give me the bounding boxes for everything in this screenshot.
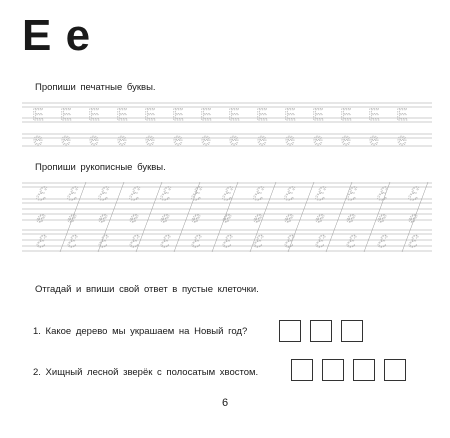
hand-upper-trace-letter: ℰ xyxy=(65,184,77,204)
hand-lower-trace-letter: ℯ xyxy=(128,209,138,225)
hand-mixed-trace-letter: ℰ xyxy=(314,234,324,251)
print-lower-trace-letter: е xyxy=(369,130,379,149)
hand-mixed-trace-letter: ℰ xyxy=(66,234,76,251)
hand-mixed-trace-letter: ℰ xyxy=(128,234,138,251)
answer-box-2-4[interactable] xyxy=(384,359,406,381)
print-lower-trace-letter: е xyxy=(285,130,295,149)
letter-heading: Е е xyxy=(22,11,92,60)
print-upper-trace-letter: Е xyxy=(396,105,408,124)
hand-lower-trace-letter: ℯ xyxy=(97,209,107,225)
print-upper-trace-letter: Е xyxy=(284,105,296,124)
print-lower-trace-letter: е xyxy=(229,130,239,149)
print-lower-trace-letter: е xyxy=(145,130,155,149)
print-upper-trace-letter: Е xyxy=(32,105,44,124)
question-2: 2. Хищный лесной зверёк с полосатым хвостом. xyxy=(33,367,259,378)
hand-lower-trace-letter: ℯ xyxy=(376,209,386,225)
hand-lower-trace-letter: ℯ xyxy=(407,209,417,225)
hand-upper-trace-letter: ℰ xyxy=(127,184,139,204)
hand-upper-trace-letter: ℰ xyxy=(375,184,387,204)
hand-upper-trace-letter: ℰ xyxy=(189,184,201,204)
print-lower-trace-letter: е xyxy=(117,130,127,149)
print-upper-trace-letter: Е xyxy=(172,105,184,124)
hand-lower-trace-letter: ℯ xyxy=(283,209,293,225)
hand-upper-trace-letter: ℰ xyxy=(313,184,325,204)
hand-upper-trace-letter: ℰ xyxy=(282,184,294,204)
print-lower-trace-letter: е xyxy=(89,130,99,149)
hand-upper-trace-letter: ℰ xyxy=(158,184,170,204)
print-upper-trace-letter: Е xyxy=(368,105,380,124)
hand-mixed-trace-letter: ℰ xyxy=(283,234,293,251)
riddle-instruction: Отгадай и впиши свой ответ в пустые клеточки. xyxy=(35,284,259,295)
print-upper-trace-letter: Е xyxy=(116,105,128,124)
hand-upper-trace-letter: ℰ xyxy=(96,184,108,204)
print-upper-trace-letter: Е xyxy=(60,105,72,124)
print-upper-trace-letter: Е xyxy=(200,105,212,124)
hand-lower-trace-letter: ℯ xyxy=(159,209,169,225)
hand-upper-trace-letter: ℰ xyxy=(220,184,232,204)
answer-box-1-3[interactable] xyxy=(341,320,363,342)
hand-upper-trace-letter: ℰ xyxy=(406,184,418,204)
hand-lower-trace-letter: ℯ xyxy=(66,209,76,225)
answer-box-2-2[interactable] xyxy=(322,359,344,381)
hand-upper-trace-letter: ℰ xyxy=(344,184,356,204)
hand-mixed-trace-letter: ℰ xyxy=(35,234,45,251)
hand-mixed-trace-letter: ℰ xyxy=(376,234,386,251)
answer-box-1-1[interactable] xyxy=(279,320,301,342)
hand-lower-trace-letter: ℯ xyxy=(314,209,324,225)
print-upper-trace-letter: Е xyxy=(256,105,268,124)
hand-lower-trace-letter: ℯ xyxy=(35,209,45,225)
hand-lower-trace-letter: ℯ xyxy=(190,209,200,225)
handwritten-letters-instruction: Пропиши рукописные буквы. xyxy=(35,162,166,173)
hand-mixed-trace-letter: ℰ xyxy=(159,234,169,251)
hand-mixed-trace-letter: ℰ xyxy=(252,234,262,251)
print-upper-trace-letter: Е xyxy=(340,105,352,124)
print-upper-trace-letter: Е xyxy=(228,105,240,124)
answer-box-2-3[interactable] xyxy=(353,359,375,381)
print-lower-trace-letter: е xyxy=(61,130,71,149)
question-1: 1. Какое дерево мы украшаем на Новый год? xyxy=(33,326,248,337)
print-lower-trace-letter: е xyxy=(173,130,183,149)
hand-mixed-trace-letter: ℰ xyxy=(97,234,107,251)
print-upper-trace-letter: Е xyxy=(312,105,324,124)
hand-mixed-trace-letter: ℰ xyxy=(345,234,355,251)
hand-lower-trace-letter: ℯ xyxy=(252,209,262,225)
hand-upper-trace-letter: ℰ xyxy=(251,184,263,204)
print-upper-trace-letter: Е xyxy=(88,105,100,124)
print-lower-trace-letter: е xyxy=(397,130,407,149)
answer-box-2-1[interactable] xyxy=(291,359,313,381)
print-lower-trace-letter: е xyxy=(257,130,267,149)
hand-upper-trace-letter: ℰ xyxy=(34,184,46,204)
print-lower-trace-letter: е xyxy=(201,130,211,149)
hand-mixed-trace-letter: ℰ xyxy=(407,234,417,251)
answer-box-1-2[interactable] xyxy=(310,320,332,342)
hand-mixed-trace-letter: ℰ xyxy=(190,234,200,251)
hand-mixed-trace-letter: ℰ xyxy=(221,234,231,251)
print-lower-trace-letter: е xyxy=(33,130,43,149)
print-letters-instruction: Пропиши печатные буквы. xyxy=(35,82,156,93)
hand-lower-trace-letter: ℯ xyxy=(221,209,231,225)
hand-lower-trace-letter: ℯ xyxy=(345,209,355,225)
page-number: 6 xyxy=(221,397,229,409)
print-lower-trace-letter: е xyxy=(341,130,351,149)
print-upper-trace-letter: Е xyxy=(144,105,156,124)
print-lower-trace-letter: е xyxy=(313,130,323,149)
